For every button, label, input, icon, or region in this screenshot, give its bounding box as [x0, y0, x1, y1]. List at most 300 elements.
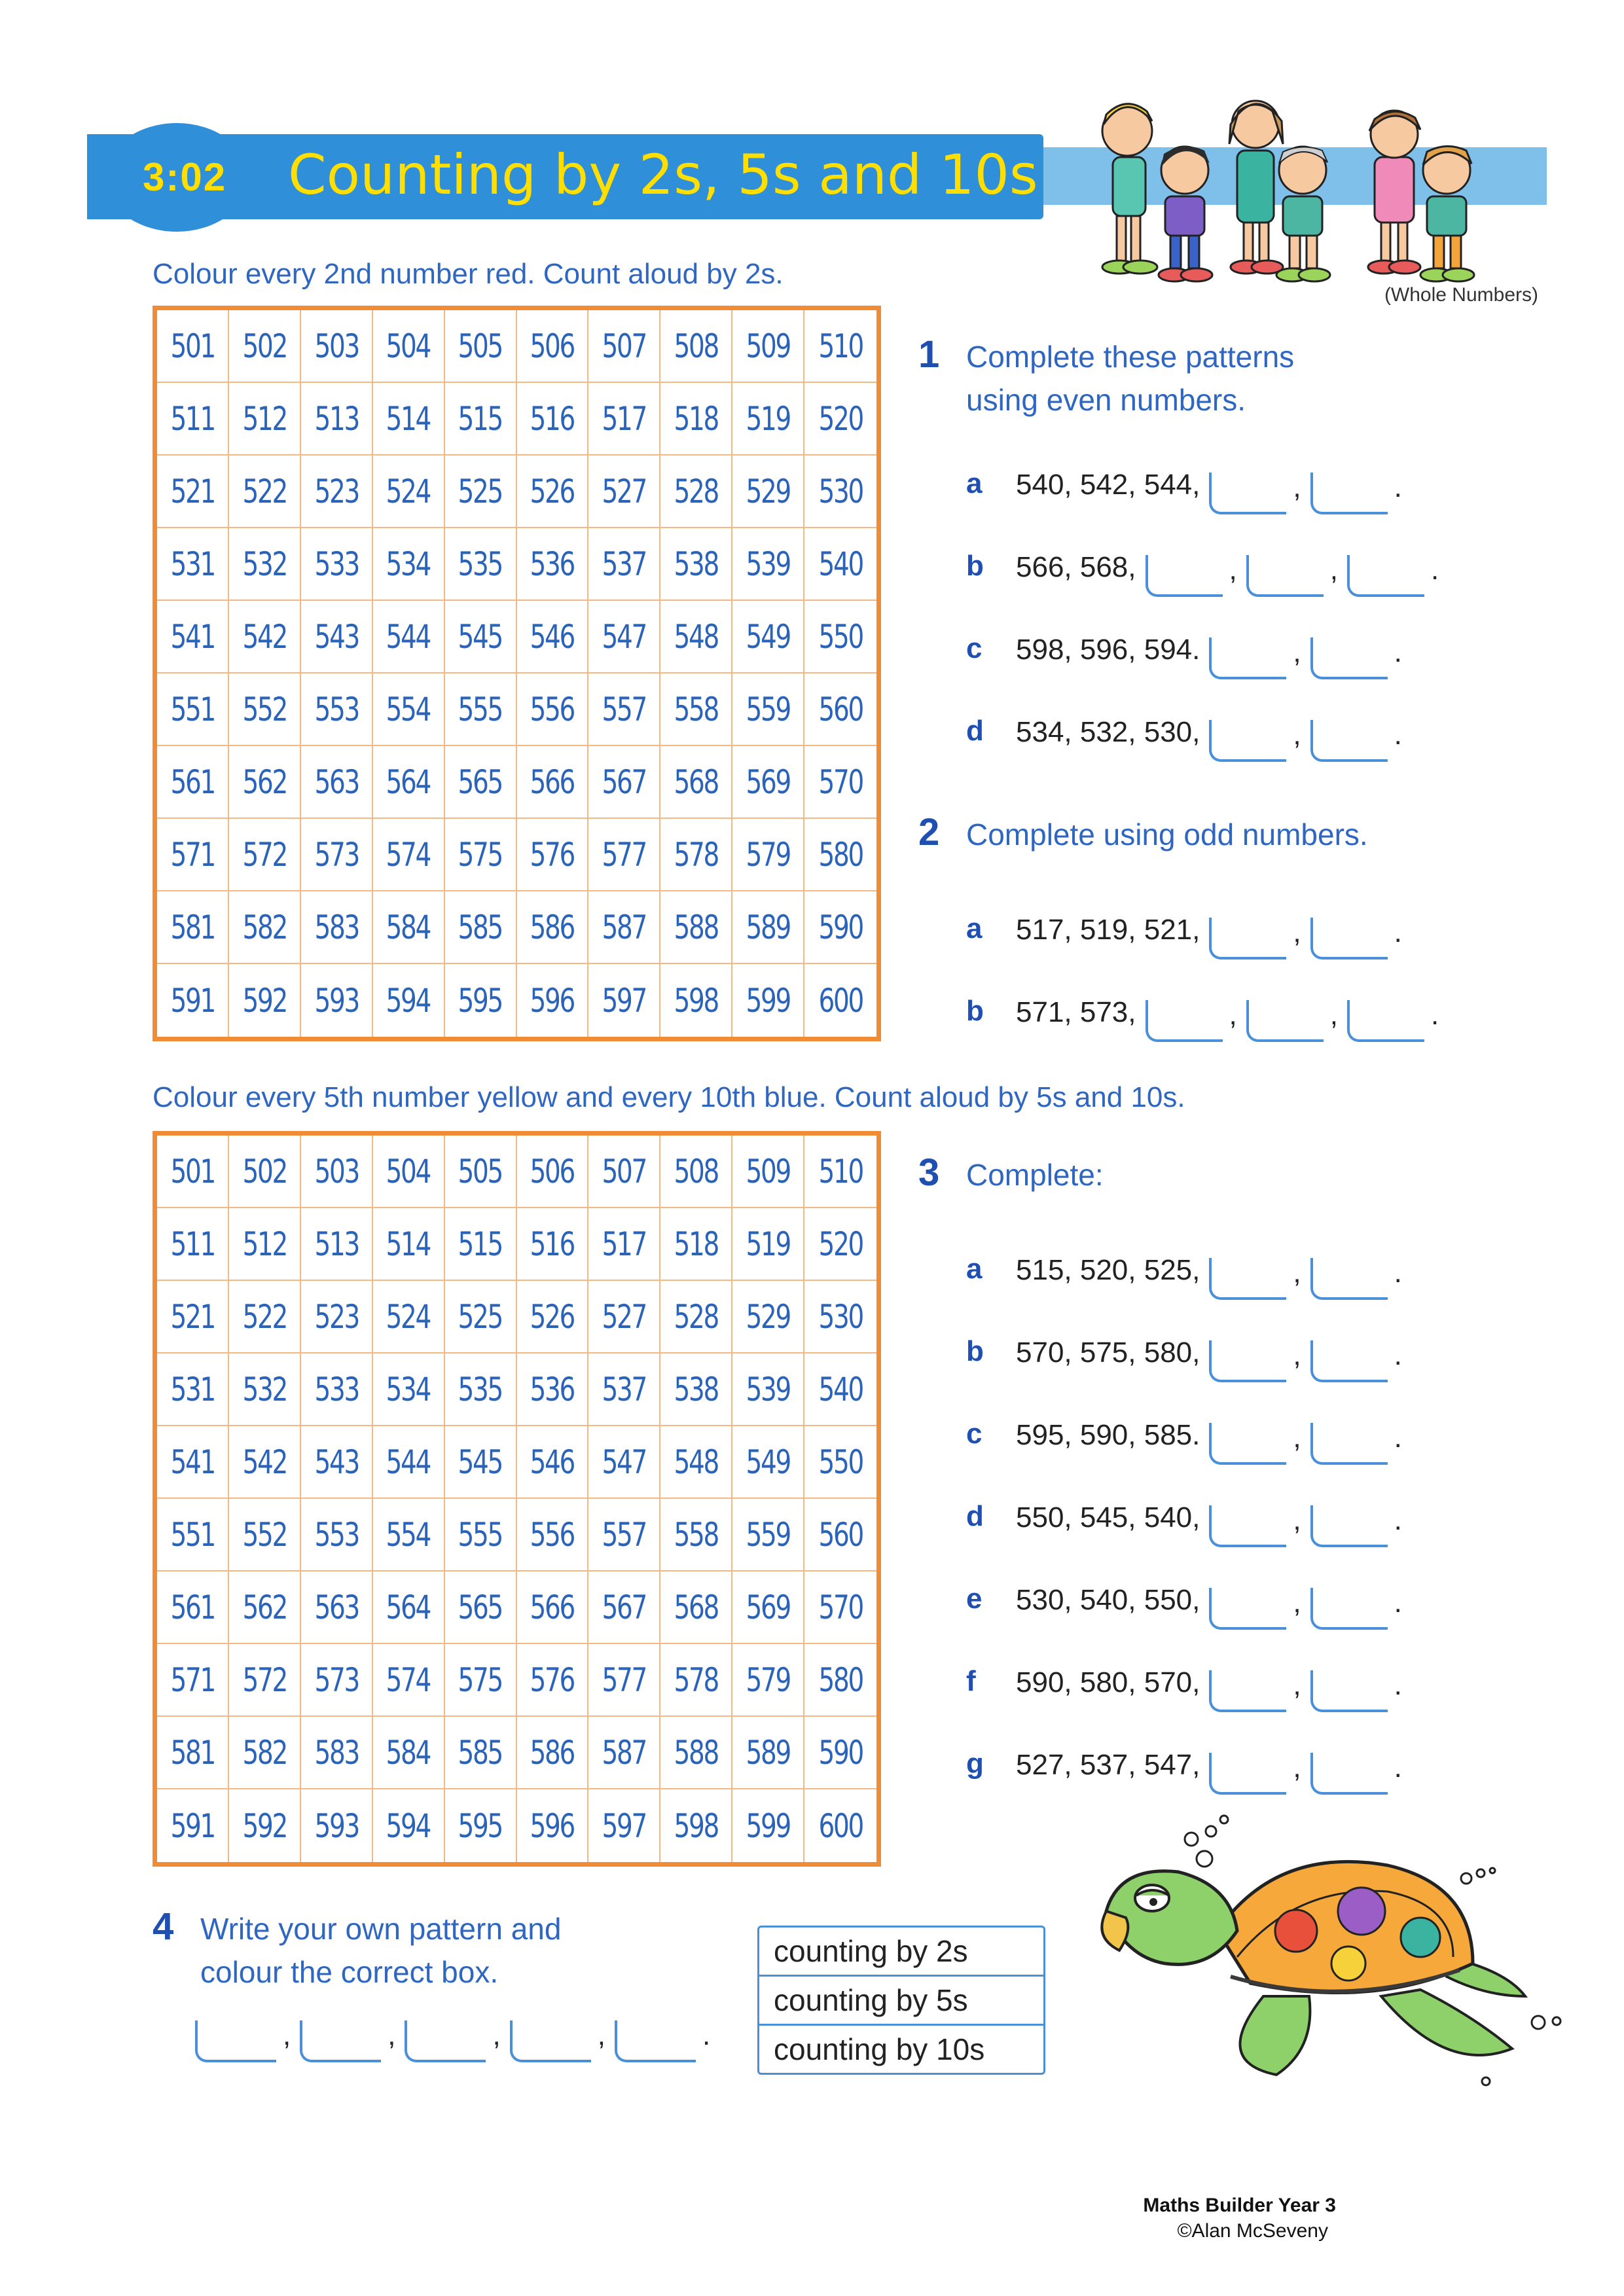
answer-blank[interactable] [1310, 1670, 1388, 1712]
number-cell[interactable] [157, 1644, 229, 1717]
number-cell[interactable] [660, 1499, 732, 1571]
number-cell[interactable] [157, 964, 229, 1037]
answer-blank[interactable] [1310, 1340, 1388, 1382]
number-cell[interactable] [157, 456, 229, 528]
number-cell-value: 538 [674, 1370, 718, 1408]
number-cell-value: 588 [674, 908, 718, 946]
number-cell[interactable] [732, 1644, 804, 1717]
number-cell[interactable] [732, 1208, 804, 1281]
number-cell[interactable] [157, 1281, 229, 1354]
grid2-instruction: Colour every 5th number yellow and every 10th blue. Count aloud by 5s and 10s. [153, 1081, 1185, 1113]
number-cell[interactable] [301, 601, 373, 673]
number-cell[interactable] [588, 1571, 660, 1644]
number-cell[interactable] [301, 1426, 373, 1499]
number-cell[interactable] [732, 1426, 804, 1499]
number-cell-value: 558 [674, 1515, 718, 1554]
number-cell[interactable] [660, 964, 732, 1037]
number-cell[interactable] [517, 1717, 589, 1789]
number-cell[interactable] [157, 746, 229, 819]
number-cell[interactable] [732, 1354, 804, 1426]
number-cell[interactable] [660, 819, 732, 891]
number-cell-value: 550 [818, 617, 863, 656]
number-cell[interactable] [229, 819, 301, 891]
number-cell[interactable] [588, 1354, 660, 1426]
number-cell[interactable] [373, 673, 445, 746]
number-cell[interactable] [517, 746, 589, 819]
number-cell-value: 592 [242, 1806, 287, 1845]
number-cell[interactable] [373, 1426, 445, 1499]
number-cell-value: 510 [818, 1152, 863, 1191]
number-cell[interactable] [373, 746, 445, 819]
number-cell-value: 570 [818, 1588, 863, 1626]
number-cell-value: 541 [170, 1443, 215, 1481]
number-cell-value: 515 [458, 1225, 503, 1263]
separator: , [1293, 1504, 1301, 1536]
number-cell[interactable] [517, 528, 589, 601]
answer-blank[interactable] [1209, 720, 1286, 762]
number-cell[interactable] [517, 601, 589, 673]
number-cell[interactable] [445, 1281, 517, 1354]
number-cell-value: 582 [242, 1733, 287, 1772]
number-cell[interactable] [732, 673, 804, 746]
number-cell[interactable] [804, 1354, 876, 1426]
number-cell-value: 518 [674, 1225, 718, 1263]
number-cell[interactable] [660, 310, 732, 383]
number-cell[interactable] [301, 1354, 373, 1426]
number-cell[interactable] [445, 456, 517, 528]
number-cell[interactable] [373, 528, 445, 601]
answer-blank[interactable] [1310, 1588, 1388, 1630]
number-cell[interactable] [517, 819, 589, 891]
number-cell[interactable] [445, 1571, 517, 1644]
hundred-chart-2 [153, 1131, 881, 1867]
number-cell[interactable] [229, 383, 301, 456]
number-cell[interactable] [660, 1354, 732, 1426]
number-cell-value: 578 [674, 835, 718, 874]
number-cell[interactable] [229, 1789, 301, 1862]
own-pattern-blank[interactable] [195, 2020, 276, 2062]
number-cell[interactable] [157, 673, 229, 746]
number-cell[interactable] [517, 1644, 589, 1717]
number-cell[interactable] [804, 891, 876, 964]
number-cell-value: 555 [458, 690, 503, 728]
number-cell[interactable] [229, 1208, 301, 1281]
answer-blank[interactable] [1310, 1505, 1388, 1547]
separator: , [492, 2019, 501, 2051]
answer-blank[interactable] [1310, 1258, 1388, 1300]
number-cell-value: 523 [314, 1297, 359, 1336]
number-cell-value: 597 [602, 981, 647, 1020]
question-3-items [966, 1217, 1411, 1795]
number-cell[interactable] [660, 383, 732, 456]
number-cell[interactable] [804, 456, 876, 528]
number-cell[interactable] [804, 1789, 876, 1862]
number-cell[interactable] [660, 1717, 732, 1789]
number-cell[interactable] [660, 601, 732, 673]
question-2-number: 2 [918, 811, 940, 853]
number-cell[interactable] [301, 1717, 373, 1789]
number-cell[interactable] [229, 1354, 301, 1426]
number-cell[interactable] [517, 310, 589, 383]
number-cell[interactable] [804, 1136, 876, 1208]
number-cell[interactable] [517, 1281, 589, 1354]
answer-blank[interactable] [1209, 1423, 1286, 1465]
answer-blank[interactable] [1310, 918, 1388, 960]
answer-blank[interactable] [1310, 637, 1388, 679]
number-cell[interactable] [588, 1136, 660, 1208]
number-cell-value: 508 [674, 1152, 718, 1191]
answer-blank[interactable] [1246, 1000, 1324, 1042]
number-cell-value: 537 [602, 545, 647, 583]
number-cell[interactable] [373, 601, 445, 673]
number-cell[interactable] [373, 1571, 445, 1644]
number-cell[interactable] [804, 310, 876, 383]
number-cell[interactable] [445, 746, 517, 819]
number-cell[interactable] [301, 383, 373, 456]
number-cell[interactable] [157, 891, 229, 964]
answer-blank[interactable] [1310, 1753, 1388, 1795]
number-cell[interactable] [301, 1789, 373, 1862]
number-cell[interactable] [373, 819, 445, 891]
number-cell[interactable] [804, 1499, 876, 1571]
number-cell[interactable] [445, 383, 517, 456]
number-cell-value: 517 [602, 399, 647, 438]
number-cell[interactable] [373, 456, 445, 528]
answer-blank[interactable] [1209, 1340, 1286, 1382]
number-cell[interactable] [301, 1644, 373, 1717]
number-cell-value: 516 [530, 399, 575, 438]
number-cell[interactable] [660, 528, 732, 601]
answer-blank[interactable] [1209, 1258, 1286, 1300]
number-cell[interactable] [301, 1136, 373, 1208]
number-cell[interactable] [588, 1499, 660, 1571]
number-cell[interactable] [301, 528, 373, 601]
question-item [966, 597, 1448, 679]
number-cell[interactable] [588, 456, 660, 528]
number-cell[interactable] [732, 1571, 804, 1644]
number-cell[interactable] [229, 1426, 301, 1499]
number-cell[interactable] [804, 1208, 876, 1281]
number-cell[interactable] [445, 1136, 517, 1208]
number-cell[interactable] [588, 601, 660, 673]
number-cell[interactable] [732, 528, 804, 601]
number-cell-value: 521 [170, 1297, 215, 1336]
number-cell[interactable] [804, 819, 876, 891]
number-cell[interactable] [301, 310, 373, 383]
number-cell[interactable] [373, 1281, 445, 1354]
number-cell-value: 586 [530, 908, 575, 946]
number-cell[interactable] [588, 1208, 660, 1281]
number-cell[interactable] [373, 964, 445, 1037]
option-counting-by-10s[interactable]: counting by 10s [774, 2032, 985, 2066]
separator: , [1329, 999, 1338, 1031]
answer-blank[interactable] [1209, 1670, 1286, 1712]
number-cell[interactable] [732, 819, 804, 891]
number-cell[interactable] [588, 1644, 660, 1717]
number-cell[interactable] [660, 1281, 732, 1354]
number-cell[interactable] [373, 383, 445, 456]
number-cell[interactable] [373, 1789, 445, 1862]
number-cell[interactable] [445, 1426, 517, 1499]
number-cell[interactable] [373, 1354, 445, 1426]
separator: . [1394, 719, 1402, 751]
number-cell[interactable] [445, 891, 517, 964]
number-cell[interactable] [301, 1571, 373, 1644]
number-cell[interactable] [229, 528, 301, 601]
number-cell-value: 508 [674, 327, 718, 365]
answer-blank[interactable] [1209, 918, 1286, 960]
number-cell[interactable] [445, 964, 517, 1037]
number-cell[interactable] [517, 1354, 589, 1426]
own-pattern-blanks [195, 2019, 719, 2062]
number-cell-value: 598 [674, 1806, 718, 1845]
item-letter: a [966, 467, 983, 499]
number-cell[interactable] [804, 1644, 876, 1717]
number-cell[interactable] [157, 1789, 229, 1862]
answer-blank[interactable] [1347, 1000, 1424, 1042]
number-cell[interactable] [373, 1499, 445, 1571]
question-item [966, 1382, 1411, 1465]
number-cell[interactable] [445, 601, 517, 673]
number-cell[interactable] [517, 456, 589, 528]
item-sequence: 598, 596, 594. [1016, 634, 1200, 666]
turtle-illustration [1080, 1800, 1591, 2108]
number-cell[interactable] [517, 1208, 589, 1281]
number-cell[interactable] [373, 310, 445, 383]
number-cell-value: 518 [674, 399, 718, 438]
number-cell[interactable] [157, 1426, 229, 1499]
number-cell[interactable] [157, 1717, 229, 1789]
number-cell[interactable] [732, 601, 804, 673]
number-cell[interactable] [373, 1208, 445, 1281]
number-cell[interactable] [588, 1717, 660, 1789]
answer-blank[interactable] [1209, 1588, 1286, 1630]
own-pattern-blank[interactable] [510, 2020, 591, 2062]
number-cell[interactable] [517, 1571, 589, 1644]
number-cell[interactable] [660, 1789, 732, 1862]
number-cell[interactable] [588, 383, 660, 456]
number-cell-value: 501 [170, 327, 215, 365]
number-cell[interactable] [804, 1571, 876, 1644]
number-cell[interactable] [588, 673, 660, 746]
number-cell[interactable] [660, 1426, 732, 1499]
number-cell[interactable] [301, 746, 373, 819]
number-cell[interactable] [445, 1789, 517, 1862]
number-cell[interactable] [157, 528, 229, 601]
number-cell-value: 594 [386, 981, 431, 1020]
number-cell[interactable] [517, 1499, 589, 1571]
number-cell[interactable] [157, 819, 229, 891]
number-cell[interactable] [157, 1499, 229, 1571]
number-cell[interactable] [445, 1499, 517, 1571]
number-cell[interactable] [660, 456, 732, 528]
number-cell[interactable] [157, 383, 229, 456]
number-cell[interactable] [660, 1571, 732, 1644]
number-cell[interactable] [301, 964, 373, 1037]
number-cell[interactable] [804, 1717, 876, 1789]
number-cell[interactable] [445, 528, 517, 601]
number-cell-value: 560 [818, 1515, 863, 1554]
number-cell[interactable] [804, 673, 876, 746]
number-cell[interactable] [445, 1644, 517, 1717]
number-cell[interactable] [732, 964, 804, 1037]
number-cell[interactable] [732, 1136, 804, 1208]
answer-blank[interactable] [1209, 1753, 1286, 1795]
number-cell[interactable] [157, 1208, 229, 1281]
number-cell[interactable] [229, 1499, 301, 1571]
number-cell-value: 569 [746, 762, 790, 801]
number-cell[interactable] [804, 383, 876, 456]
number-cell[interactable] [588, 746, 660, 819]
answer-blank[interactable] [1310, 473, 1388, 514]
number-cell[interactable] [301, 819, 373, 891]
answer-blank[interactable] [1310, 1423, 1388, 1465]
number-cell[interactable] [732, 746, 804, 819]
number-cell[interactable] [157, 601, 229, 673]
number-cell[interactable] [804, 528, 876, 601]
number-cell[interactable] [229, 746, 301, 819]
number-cell[interactable] [229, 891, 301, 964]
number-cell[interactable] [373, 1717, 445, 1789]
number-cell[interactable] [229, 1571, 301, 1644]
number-cell[interactable] [732, 1789, 804, 1862]
number-cell[interactable] [517, 1789, 589, 1862]
number-cell[interactable] [804, 601, 876, 673]
number-cell[interactable] [229, 601, 301, 673]
number-cell[interactable] [804, 1281, 876, 1354]
answer-blank[interactable] [1209, 473, 1286, 514]
separator: , [597, 2019, 605, 2051]
item-letter: a [966, 912, 983, 944]
number-cell[interactable] [517, 1426, 589, 1499]
number-cell[interactable] [301, 891, 373, 964]
option-counting-by-2s[interactable]: counting by 2s [759, 1928, 1043, 1977]
number-cell[interactable] [588, 1426, 660, 1499]
number-cell[interactable] [445, 673, 517, 746]
number-cell[interactable] [229, 673, 301, 746]
number-cell[interactable] [732, 1499, 804, 1571]
number-cell[interactable] [588, 310, 660, 383]
number-cell[interactable] [157, 310, 229, 383]
number-cell[interactable] [660, 1208, 732, 1281]
number-cell-value: 530 [818, 472, 863, 511]
number-cell[interactable] [301, 1499, 373, 1571]
number-cell[interactable] [517, 964, 589, 1037]
number-cell-value: 579 [746, 835, 790, 874]
number-cell-value: 538 [674, 545, 718, 583]
number-cell[interactable] [517, 1136, 589, 1208]
answer-blank[interactable] [1310, 720, 1388, 762]
number-cell-value: 545 [458, 1443, 503, 1481]
number-cell[interactable] [804, 1426, 876, 1499]
number-cell[interactable] [517, 891, 589, 964]
number-cell-value: 551 [170, 690, 215, 728]
number-cell[interactable] [588, 891, 660, 964]
number-cell-value: 527 [602, 472, 647, 511]
number-cell[interactable] [517, 673, 589, 746]
number-cell[interactable] [229, 1644, 301, 1717]
answer-blank[interactable] [1146, 1000, 1223, 1042]
number-cell[interactable] [229, 456, 301, 528]
number-cell[interactable] [373, 1136, 445, 1208]
answer-blank[interactable] [1246, 555, 1324, 597]
number-cell[interactable] [804, 746, 876, 819]
number-cell[interactable] [445, 1354, 517, 1426]
number-cell-value: 553 [314, 1515, 359, 1554]
number-cell[interactable] [588, 1281, 660, 1354]
number-cell[interactable] [229, 964, 301, 1037]
number-cell[interactable] [301, 673, 373, 746]
number-cell[interactable] [301, 1208, 373, 1281]
number-cell[interactable] [229, 1281, 301, 1354]
number-cell[interactable] [660, 1644, 732, 1717]
number-cell-value: 510 [818, 327, 863, 365]
number-cell[interactable] [445, 1717, 517, 1789]
number-cell[interactable] [660, 746, 732, 819]
own-pattern-blank[interactable] [615, 2020, 696, 2062]
number-cell[interactable] [157, 1571, 229, 1644]
question-3-number: 3 [918, 1151, 940, 1194]
number-cell[interactable] [660, 1136, 732, 1208]
number-cell-value: 554 [386, 1515, 431, 1554]
number-cell[interactable] [373, 891, 445, 964]
number-cell[interactable] [229, 1136, 301, 1208]
own-pattern-blank[interactable] [300, 2020, 381, 2062]
number-cell[interactable] [660, 891, 732, 964]
number-cell[interactable] [301, 456, 373, 528]
option-counting-by-5s[interactable]: counting by 5s [759, 1977, 1043, 2026]
number-cell[interactable] [732, 891, 804, 964]
number-cell[interactable] [660, 673, 732, 746]
number-cell[interactable] [588, 1789, 660, 1862]
number-cell[interactable] [732, 310, 804, 383]
number-cell-value: 579 [746, 1660, 790, 1699]
number-cell-value: 574 [386, 1660, 431, 1699]
own-pattern-blank[interactable] [405, 2020, 486, 2062]
separator: , [1293, 1587, 1301, 1619]
number-cell[interactable] [588, 819, 660, 891]
number-cell[interactable] [373, 1644, 445, 1717]
number-cell[interactable] [301, 1281, 373, 1354]
number-cell[interactable] [445, 819, 517, 891]
number-cell[interactable] [732, 383, 804, 456]
number-cell-value: 556 [530, 1515, 575, 1554]
item-letter: a [966, 1253, 983, 1285]
number-cell[interactable] [157, 1136, 229, 1208]
number-cell[interactable] [588, 964, 660, 1037]
number-cell[interactable] [732, 1281, 804, 1354]
number-cell[interactable] [229, 1717, 301, 1789]
answer-blank[interactable] [1347, 555, 1424, 597]
number-cell[interactable] [804, 964, 876, 1037]
separator: , [1329, 554, 1338, 586]
number-cell[interactable] [229, 310, 301, 383]
item-letter: d [966, 1500, 984, 1532]
number-cell[interactable] [588, 528, 660, 601]
item-letter: b [966, 1335, 984, 1367]
number-cell[interactable] [157, 1354, 229, 1426]
number-cell-value: 554 [386, 690, 431, 728]
number-cell[interactable] [445, 1208, 517, 1281]
answer-blank[interactable] [1209, 637, 1286, 679]
answer-blank[interactable] [1209, 1505, 1286, 1547]
answer-blank[interactable] [1146, 555, 1223, 597]
number-cell[interactable] [732, 1717, 804, 1789]
separator: , [1293, 1669, 1301, 1701]
number-cell[interactable] [517, 383, 589, 456]
number-cell[interactable] [732, 456, 804, 528]
number-cell[interactable] [445, 310, 517, 383]
